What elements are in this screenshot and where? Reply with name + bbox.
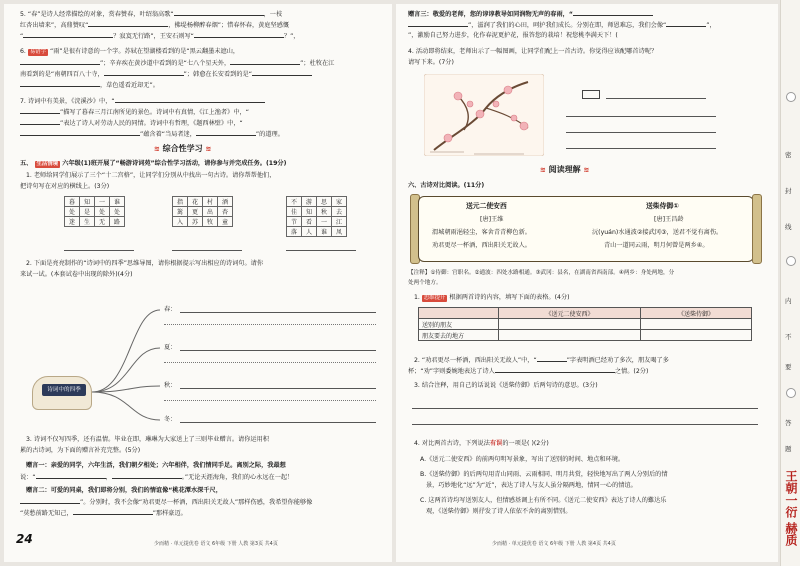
part6-header: 六、古诗对比阅读。(11分)	[408, 182, 485, 189]
option-b[interactable]: B.《送柴侍御》的后两句用青山同雨、云雨相同、明月共赏，轻快地写出了两人分别后的情	[420, 471, 668, 478]
answer-blank[interactable]	[112, 473, 182, 479]
task2-line2: 来试一试。(本套试卷中出现的除外)(4分)	[20, 271, 133, 278]
q6-line1: 6. 易错字 “雨”是很有诗意的一个字。苏轼在望湖楼看到的是“黑云翻墨未遮山，	[20, 48, 240, 55]
page-number: 24	[16, 532, 33, 546]
section-title-comprehensive: ≋ 综合性学习 ≋	[154, 144, 212, 153]
grid-cell: 更	[188, 207, 203, 217]
answer-line[interactable]	[172, 250, 242, 251]
strip-char: 封	[785, 187, 792, 195]
season-autumn: 秋：	[164, 382, 177, 389]
reading-q2-line2: 杯；“劝”字则委婉地表达了诗人 之情。(2分)	[408, 368, 649, 375]
poem1-line2: 劝君更尽一杯酒，西出阳关无故人。	[432, 242, 531, 249]
grid-cell: 游	[302, 197, 317, 207]
reading-q2-line1: 2. “劝君更尽一杯酒，西出阳关无故人”中，“ ”字表明酒已经劝了多次，朋友喝了多	[414, 357, 669, 364]
grid-cell: 知	[80, 197, 95, 207]
answer-line[interactable]	[164, 324, 376, 325]
grid-cell: 迷	[65, 217, 80, 227]
binding-hole-icon	[786, 388, 796, 398]
q5-line1: 5. “春”是诗人经常描绘的对象，赏春赞春，叶绍翁高歌“ ，一枝	[20, 11, 283, 18]
page-footer: 少而精 · 单元提优卷 语文 6年级 下册 人教 第4页 共4页	[492, 541, 616, 547]
answer-blank[interactable]	[73, 509, 153, 515]
scroll-roll-right	[752, 194, 762, 264]
grid-cell: 花	[188, 197, 203, 207]
wave-icon: ≋	[154, 145, 160, 153]
reading-q4: 4. 对比两首古诗，下列说法有误的一项是( )(2分)	[414, 440, 549, 447]
answer-blank[interactable]	[495, 367, 615, 373]
answer-blank[interactable]	[230, 59, 300, 65]
table-cell-input[interactable]	[640, 319, 751, 330]
answer-line[interactable]	[566, 148, 716, 149]
table-cell-input[interactable]	[499, 319, 641, 330]
thinking-tag: 思维提升	[423, 295, 446, 301]
grid-cell: 处	[65, 207, 80, 217]
poem-table: 《送元二使安西》 《送柴侍御》 送别的朋友 朋友要去的地方	[418, 307, 752, 341]
q7-line1: 7. 诗词中有美景，《浣溪沙》中，“	[20, 97, 265, 105]
gift3-line2: ”，滋润了我们的心田，呵护我们成长。分别在即，师恩难忘，我们会像“ ”，	[408, 21, 716, 29]
grid-3	[286, 196, 347, 237]
option-c[interactable]: C. 这两首诗均写送别友人，但情感基调上有所不同。《送元二使安西》表达了诗人的難达乐	[420, 497, 667, 504]
grid-cell: 篱	[173, 207, 188, 217]
strip-char: 不	[785, 333, 792, 341]
task1-line2: 把诗句写在对应的横线上。(3分)	[20, 183, 110, 190]
answer-blank[interactable]	[36, 473, 106, 479]
grid-cell: 凤	[332, 227, 347, 237]
task3-line1: 3. 诗词不仅写四季，还有温情。毕业在即，琳琳为大家送上了三则毕业赠言。请你运用积	[26, 436, 269, 443]
answer-line[interactable]	[412, 408, 758, 409]
grid-cell: 入	[173, 217, 188, 227]
left-page	[4, 4, 392, 562]
grid-cell: 酒	[218, 197, 233, 207]
grid-cell: 知	[302, 207, 317, 217]
grid-cell: 童	[218, 217, 233, 227]
grid-cell: 秋	[317, 207, 332, 217]
answer-line[interactable]	[566, 132, 716, 133]
signature: 王朝一衍 赫质	[784, 470, 798, 547]
wave-icon: ≋	[205, 145, 212, 153]
grid-cell: 谁	[110, 197, 125, 207]
section-title-reading: ≋ 阅读理解 ≋	[540, 165, 590, 174]
answer-line[interactable]	[606, 98, 706, 99]
table-cell-input[interactable]	[640, 330, 751, 341]
answer-blank[interactable]	[23, 32, 113, 38]
grid-cell: 处	[110, 207, 125, 217]
answer-blank[interactable]	[104, 70, 184, 76]
grid-cell: 路	[110, 217, 125, 227]
grid-1	[64, 196, 125, 227]
grid-cell: 苏	[188, 217, 203, 227]
grid-cell: 节	[287, 217, 302, 227]
answer-blank[interactable]	[20, 498, 80, 504]
answer-blank[interactable]	[537, 356, 567, 362]
grid-cell: 生	[80, 217, 95, 227]
grid-cell: 杏	[218, 207, 233, 217]
gift3-line1: 赠言三：敬爱的老师，您的谆谆教导如同润物无声的春雨，“	[408, 10, 653, 18]
q5-line2: 红杏出墙来”，高鼎赞叹“ ，拂堤杨柳醉春烟”；惜春怀春，黄庭坚感慨	[20, 22, 290, 29]
answer-blank[interactable]	[573, 10, 653, 16]
q7-line3: ”表达了诗人对劳动人民的同情。诗词中有哲理，《题西林壁》中，“	[20, 119, 243, 127]
grid-cell: 无	[95, 217, 110, 227]
plum-blossom-illustration	[424, 74, 544, 156]
season-winter: 冬：	[164, 416, 177, 423]
binding-hole-icon	[786, 256, 796, 266]
answer-line[interactable]	[286, 250, 356, 251]
answer-line[interactable]	[180, 388, 376, 389]
option-a[interactable]: A.《送元二使安西》的前两句明写景象，写出了送别的时间、地点和环境。	[420, 456, 625, 463]
wave-icon: ≋	[540, 166, 546, 174]
strip-char: 线	[785, 223, 792, 231]
answer-line[interactable]	[566, 116, 716, 117]
answer-line[interactable]	[164, 362, 376, 363]
reading-q3: 3. 结合注释，用自己的话说说《送柴侍御》后两句诗的意思。(3分)	[414, 382, 598, 389]
gift1-line1: 赠言一：亲爱的同学，六年生活，我们朝夕相处；六年相伴，我们情同手足。离别之际，我最想	[26, 462, 286, 469]
answer-blank[interactable]	[408, 21, 468, 27]
right-page	[396, 4, 778, 562]
answer-blank[interactable]	[20, 81, 100, 87]
task3-line2: 累的古诗词，为下面的赠言补充完整。(5分)	[20, 447, 141, 454]
answer-line[interactable]	[412, 424, 758, 425]
title-box[interactable]	[582, 90, 600, 99]
answer-blank[interactable]	[115, 97, 265, 103]
page-footer: 少而精 · 单元提优卷 语文 6年级 下册 人教 第3页 共4页	[154, 541, 278, 547]
gift2-line3: “莫愁前路无知己， ”那样豪迈。	[20, 510, 187, 517]
strip-char: 密	[785, 151, 792, 159]
strip-char: 要	[785, 363, 792, 371]
grid-cell: 牧	[203, 217, 218, 227]
option-b-cont: 景，巧妙地化“远”为“近”，表达了诗人与友人虽分隔两地，情同一心的情谊。	[426, 482, 637, 489]
grid-cell: 落	[287, 227, 302, 237]
answer-blank[interactable]	[196, 130, 256, 136]
answer-blank[interactable]	[20, 108, 60, 114]
q5-line3: “ ？寂寞无行路”，王安石则写“ ？”，	[20, 33, 300, 40]
answer-blank[interactable]	[88, 21, 168, 27]
poem1-author: [唐]王维	[480, 216, 504, 223]
grid-cell: 看	[302, 217, 317, 227]
task4-line2: 请写下来。(7分)	[408, 59, 454, 66]
task4-line1: 4. 活动即将结束，老师出示了一幅图画，让同学们配上一首古诗。你觉得应该配哪首诗呢？	[408, 48, 658, 55]
answer-blank[interactable]	[20, 130, 140, 136]
grid-cell: 暮	[65, 197, 80, 207]
poem2-author: [唐]王昌龄	[654, 216, 684, 223]
answer-blank[interactable]	[20, 119, 60, 125]
grid-cell: 人	[302, 227, 317, 237]
grid-cell: 处	[95, 207, 110, 217]
grid-cell: 江	[332, 217, 347, 227]
poem2-line1: 沅(yuán)水通波②接武冈③，送君不觉有离伤。	[592, 229, 723, 236]
grid-cell: 去	[332, 207, 347, 217]
answer-blank[interactable]	[252, 70, 312, 76]
table-cell-input[interactable]	[499, 330, 641, 341]
reading-q1: 1. 思维提升 根据两首诗的内容，填写下面的表格。(4分)	[414, 294, 570, 301]
answer-blank[interactable]	[194, 32, 284, 38]
grid-cell: 是	[80, 207, 95, 217]
q7-line4: ”蕴含着“当局者迷， ”的道理。	[20, 130, 284, 138]
option-c-cont: 观，《送柴侍御》则抒发了诗人依依不舍的离别惜别。	[426, 508, 572, 515]
grid-2	[172, 196, 233, 227]
grid-cell: 佳	[287, 207, 302, 217]
grid-cell: 一	[95, 197, 110, 207]
grid-cell: 村	[203, 197, 218, 207]
note-line1: 【注释】①侍御：官职名。②通波：四处水路相通。③武冈：县名，在湖南省西南部。④两乡：身处两地，分	[408, 270, 675, 276]
grid-cell: 家	[332, 197, 347, 207]
grid-cell: 思	[317, 197, 332, 207]
poem1-line1: 渭城朝雨浥轻尘，客舍青青柳色新。	[432, 229, 531, 236]
wave-icon: ≋	[583, 166, 590, 174]
poem2-line2: 青山一道同云雨，明月何曾是两乡④。	[604, 242, 709, 249]
season-spring: 春：	[164, 306, 177, 313]
answer-blank[interactable]	[174, 10, 264, 16]
answer-line[interactable]	[180, 350, 376, 351]
poem2-title: 送柴侍御①	[646, 202, 679, 210]
task2-line1: 2. 下面是亮亮制作的“诗词中的四季”思维导图，请你根据提示写出相应的诗词句。请你	[26, 260, 264, 267]
note-line2: 处两个地方。	[408, 280, 442, 286]
q6-line2: ”；辛弃疾在黄沙道中看到的是“七八个星天外， ”；杜牧在江	[20, 59, 334, 67]
life-context-tag: 生活情境	[36, 161, 59, 167]
strip-char: 题	[785, 445, 792, 453]
answer-line[interactable]	[180, 422, 376, 423]
grid-cell: 谁	[317, 227, 332, 237]
gift2-line2: ”。分别时，我不会像“劝君更尽一杯酒，西出阳关无故人”那样伤感，我希望你能够像	[20, 498, 312, 506]
gift2-line1: 赠言二：可爱的同桌，我们即将分别，我们的情谊像“桃花潭水深千尺，	[26, 487, 222, 494]
q6-line3: 南看到的是“南朝四百八十寺， ”；韩愈在长安看到的是“	[20, 70, 312, 78]
grid-cell: 指	[173, 197, 188, 207]
poem1-title: 送元二使安西	[466, 202, 507, 210]
tricky-tag: 易错字	[29, 49, 47, 55]
q6-line4: ，草色遥看近却无”。	[20, 81, 159, 89]
answer-line[interactable]	[180, 312, 376, 313]
grid-cell: 不	[287, 197, 302, 207]
strip-char: 答	[785, 419, 792, 427]
gift3-line3: ”，激励自己努力进步，化作春泥更护花，报答您的栽培！祝您桃李满天下！(	[408, 32, 618, 39]
answer-blank[interactable]	[20, 59, 100, 65]
season-summer: 夏：	[164, 344, 177, 351]
strip-char: 内	[785, 297, 792, 305]
grid-cell: 一	[317, 217, 332, 227]
task1-line1: 1. 老师给同学们展示了三个“十二宫格”，让同学们分别从中找出一句古诗。请你帮帮他们，	[26, 172, 276, 179]
answer-blank[interactable]	[666, 21, 706, 27]
grid-cell: 出	[203, 207, 218, 217]
mindmap-center-label: 诗词中的四季	[42, 384, 86, 396]
part5-header: 五、 生活情境 六年级(1)班开展了“畅游诗词苑”综合性学习活动，请你参与并完成任务。(19分)	[20, 160, 287, 167]
answer-line[interactable]	[164, 400, 376, 401]
binding-hole-icon	[786, 92, 796, 102]
gift1-line2: 说：“ ， 。”无论天涯海角，我们的心永远在一起！	[20, 474, 294, 481]
binding-strip	[780, 0, 800, 566]
q7-line2: ”描写了暮春三月江南所见的景色。诗词中有真情，《江上渔者》中，“	[20, 108, 249, 116]
answer-line[interactable]	[64, 250, 134, 251]
